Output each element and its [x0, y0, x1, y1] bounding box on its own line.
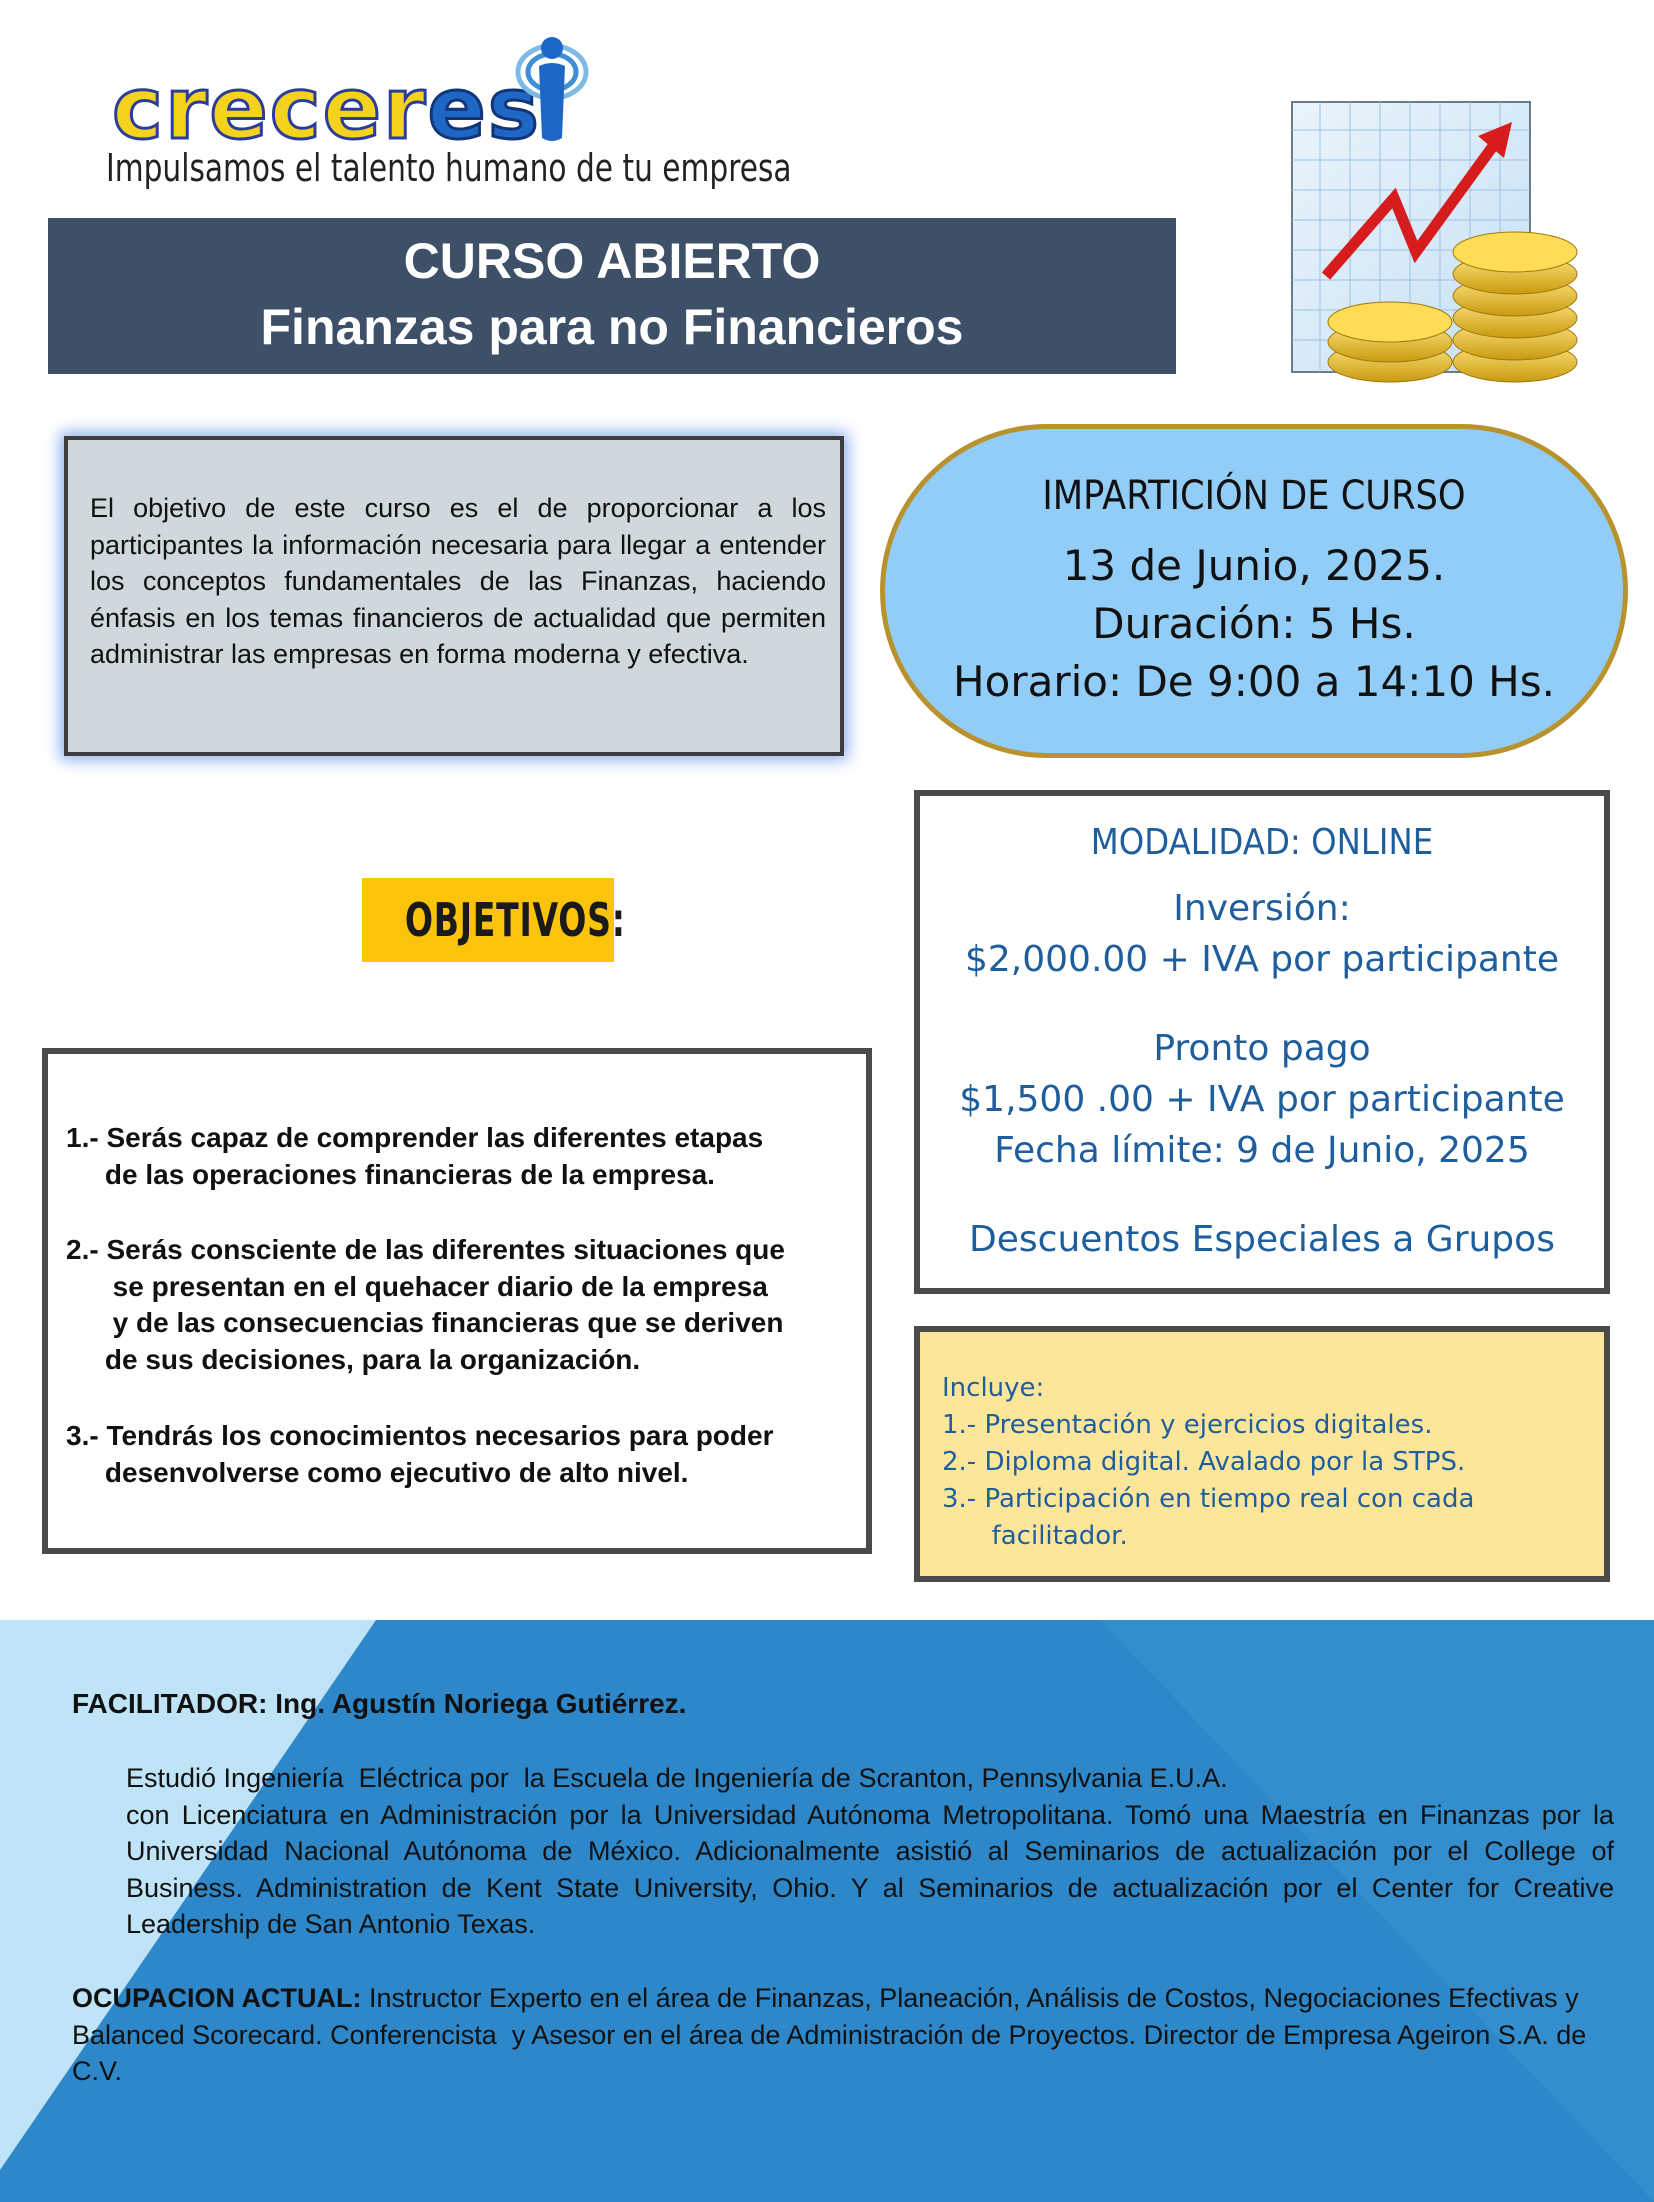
investment-price: $2,000.00 + IVA por participante [964, 939, 1560, 980]
objective-item-3 [66, 1418, 866, 1491]
objective-item-1 [66, 1120, 866, 1193]
facilitator-bio-paragraph: con Licenciatura en Administración por la Universidad Autónoma Metropolitana. Tomó una Maestría en Finanzas por la Universidad Nacional Autónoma de México. Adicionalmente asistió al Seminarios de actualización por el College of Business. Administration de Kent State University, Ohio. Y al Seminarios de actualización por el Center for Creative Leadership de San Antonio Texas. [126, 1799, 1614, 1939]
course-title-banner [48, 218, 1176, 374]
group-discounts: Descuentos Especiales a Grupos [969, 1219, 1555, 1260]
schedule-heading: IMPARTICIÓN DE CURSO [1042, 473, 1466, 519]
early-payment-deadline: Fecha límite: 9 de Junio, 2025 [994, 1130, 1530, 1171]
objective-item-line: 1.- Serás capaz de comprender las diferentes etapas [66, 1122, 764, 1153]
logo-tagline: Impulsamos el talento humano de tu empresa [106, 146, 792, 190]
objectives-list-box [42, 1048, 872, 1554]
includes-heading: Incluye: [942, 1373, 1045, 1403]
occupation-text: Instructor Experto en el área de Finanzas, Planeación, Análisis de Costos, Negociaciones Efectivas y Balanced Scorecard. Conferencista y Asesor en el área de Administración de Proyectos. Director de Empresa Ageiron S.A. de C.V. [72, 1983, 1594, 2086]
investment-label: Inversión: [1173, 888, 1351, 929]
objective-item-line: de las operaciones financieras de la empresa. [66, 1158, 715, 1190]
early-payment-label: Pronto pago [1153, 1028, 1371, 1069]
objetivos-label-text: OBJETIVOS: [404, 893, 626, 947]
course-schedule: Horario: De 9:00 a 14:10 Hs. [953, 657, 1555, 706]
objective-description-text: El objetivo de este curso es el de proporcionar a los participantes la información necesaria para llegar a entender los conceptos fundamentales de las Finanzas, haciendo énfasis en los temas financieros de actualidad que permiten administrar las empresas en forma moderna y efectiva. [90, 493, 826, 669]
objective-item-line: 3.- Tendrás los conocimientos necesarios para poder [66, 1420, 774, 1451]
banner-line-1: CURSO ABIERTO [403, 233, 821, 289]
objetivos-label [362, 878, 626, 962]
person-logo-icon [512, 26, 592, 146]
objective-description-box [64, 436, 844, 756]
facilitator-label: FACILITADOR: [72, 1688, 268, 1719]
finance-chart-coins-illustration [1290, 100, 1590, 400]
facilitator-name: Ing. Agustín Noriega Gutiérrez. [267, 1688, 687, 1719]
objective-item-line: 2.- Serás consciente de las diferentes situaciones que [66, 1234, 785, 1265]
includes-item: 3.- Participación en tiempo real con cada [942, 1484, 1475, 1514]
includes-item: facilitador. [942, 1521, 1128, 1551]
includes-item: 2.- Diploma digital. Avalado por la STPS. [942, 1447, 1466, 1477]
modality-pricing-box [914, 790, 1610, 1294]
course-schedule-oval [880, 424, 1628, 758]
occupation-label: OCUPACION ACTUAL: [72, 1983, 362, 2013]
includes-box [914, 1326, 1610, 1582]
current-occupation [72, 1980, 1632, 2090]
objective-item-line: de sus decisiones, para la organización. [66, 1343, 641, 1375]
objective-item-2 [66, 1232, 866, 1378]
includes-item: 1.- Presentación y ejercicios digitales. [942, 1410, 1433, 1440]
objective-item-line: y de las consecuencias financieras que se deriven [66, 1307, 784, 1338]
objective-item-line: se presentan en el quehacer diario de la empresa [66, 1270, 768, 1302]
modality-heading: MODALIDAD: ONLINE [1090, 822, 1434, 863]
banner-line-2: Finanzas para no Financieros [260, 299, 964, 355]
objective-item-line: desenvolverse como ejecutivo de alto nivel. [66, 1456, 689, 1488]
course-date: 13 de Junio, 2025. [1062, 541, 1446, 590]
logo-wordmark: creceres [112, 59, 541, 159]
facilitator-heading [72, 1688, 686, 1720]
early-payment-price: $1,500 .00 + IVA por participante [959, 1079, 1565, 1120]
facilitator-bio [126, 1760, 1614, 1943]
includes-content [942, 1370, 1474, 1555]
course-duration: Duración: 5 Hs. [1092, 599, 1416, 648]
facilitator-bio-line: Estudió Ingeniería Eléctrica por la Escuela de Ingeniería de Scranton, Pennsylvania E.U.A. [126, 1763, 1228, 1793]
